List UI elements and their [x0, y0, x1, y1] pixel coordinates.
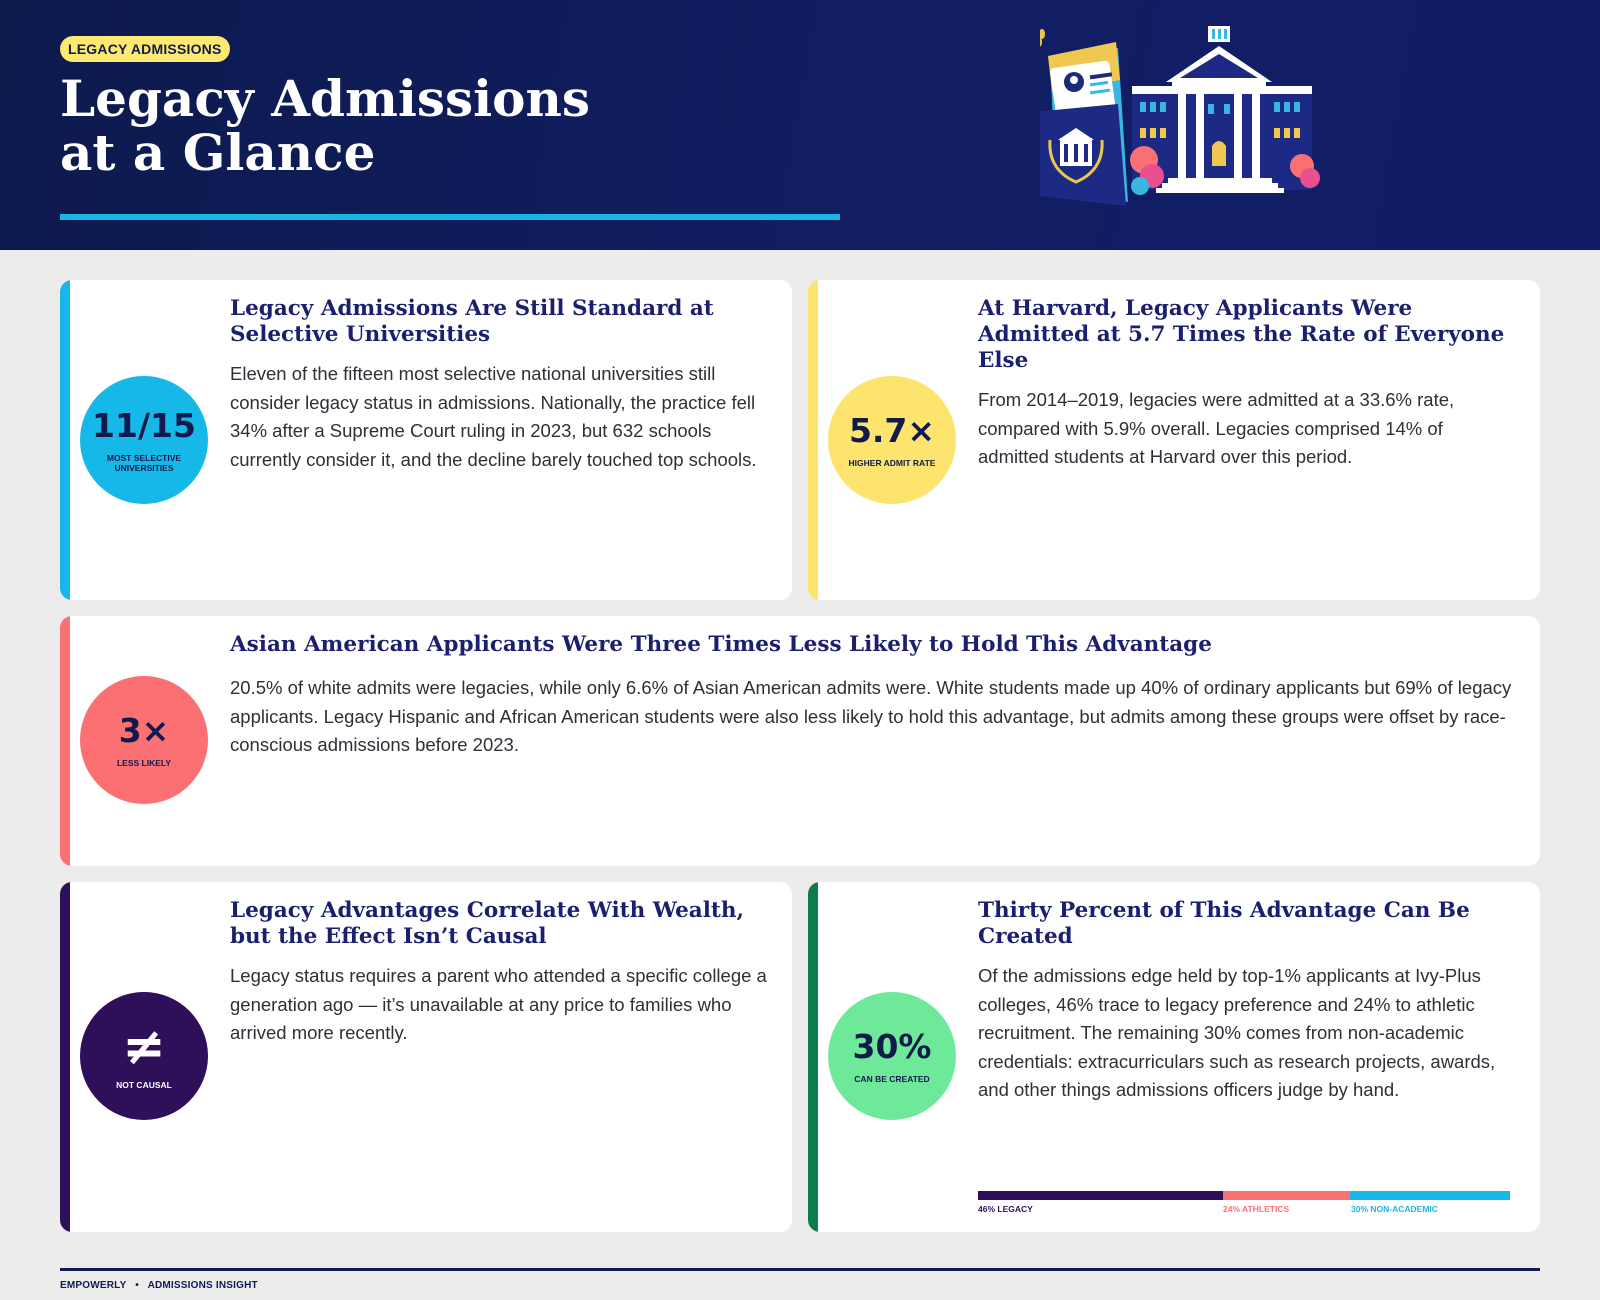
card-title: At Harvard, Legacy Applicants Were Admitted at 5.7 Times the Rate of Everyone Else [978, 296, 1505, 373]
stat-badge [80, 676, 208, 804]
page-header [0, 0, 1600, 250]
page-title [60, 69, 760, 182]
breakdown-label: 46% LEGACY [978, 1204, 1033, 1214]
card-created-advantage [808, 882, 1540, 1232]
laurel-icon [1040, 30, 1044, 52]
card-accent-bar [60, 882, 70, 1232]
page-title-line-2: at a Glance [60, 123, 376, 182]
footer-section: ADMISSIONS INSIGHT [147, 1280, 258, 1291]
card-body: Legacy status requires a parent who attended a specific college a generation ago — it’s unavailable at any price to families who arrived more recently. [230, 965, 767, 1043]
card-title: Thirty Percent of This Advantage Can Be Created [978, 898, 1470, 949]
card-title: Legacy Advantages Correlate With Wealth, but the Effect Isn’t Causal [230, 898, 744, 949]
breakdown-segment [1350, 1191, 1510, 1200]
card-body: Of the admissions edge held by top-1% applicants at Ivy-Plus colleges, 46% trace to legacy preference and 24% to athletic recruitment. The remaining 30% comes from non-academic credentials: extracurriculars such as research projects, awards, and other things admissions officers judge by hand. [978, 965, 1496, 1100]
stat-value: 5.7× [848, 411, 936, 450]
stat-value: 11/15 [92, 406, 196, 445]
stat-label: HIGHER ADMIT RATE [848, 458, 936, 468]
footer-divider [60, 1268, 1540, 1271]
card-body: Eleven of the fifteen most selective national universities still consider legacy status in admissions. Nationally, the practice fell 34% after a Supreme Court ruling in 2023, but 632 schools currently consider it, and the decline barely touched top schools. [230, 363, 757, 470]
card-body: From 2014–2019, legacies were admitted at a 33.6% rate, compared with 5.9% overall. Legacies comprised 14% of admitted students at Harvard over this period. [978, 389, 1455, 467]
card-asian-american-applicants [60, 616, 1540, 866]
stat-badge [828, 376, 956, 504]
stat-badge [828, 992, 956, 1120]
document-folder-icon [1040, 42, 1128, 206]
stat-badge [80, 376, 208, 504]
card-accent-bar [60, 280, 70, 600]
breakdown-label: 24% ATHLETICS [1223, 1204, 1290, 1214]
stat-label: NOT CAUSAL [116, 1080, 172, 1090]
not-equal-icon: ≠ [122, 1017, 166, 1077]
card-harvard-admit-rate [808, 280, 1540, 600]
footer-separator: • [135, 1280, 139, 1291]
card-body: 20.5% of white admits were legacies, while only 6.6% of Asian American admits were. White students made up 40% of ordinary applicants but 69% of legacy applicants. Legacy Hispanic and African American students were also less likely to hold this advantage, but admits among these groups were offset by race-conscious admissions before 2023. [230, 677, 1512, 755]
breakdown-segment [1223, 1191, 1351, 1200]
advantage-breakdown-bar [978, 1191, 1510, 1200]
stat-badge [80, 992, 208, 1120]
card-wealth-correlation [60, 882, 792, 1232]
title-underline [60, 214, 840, 220]
university-illustration [1040, 20, 1360, 220]
card-title: Legacy Admissions Are Still Standard at Selective Universities [230, 296, 714, 347]
page-footer [60, 1280, 258, 1291]
stat-value: 30% [852, 1027, 932, 1066]
university-building-icon [1130, 26, 1320, 195]
footer-brand: EMPOWERLY [60, 1280, 127, 1291]
page-title-line-1: Legacy Admissions [60, 69, 591, 128]
stat-label: LESS LIKELY [116, 758, 171, 768]
card-accent-bar [808, 280, 818, 600]
card-title: Asian American Applicants Were Three Times Less Likely to Hold This Advantage [230, 632, 1212, 657]
breakdown-segment [978, 1191, 1223, 1200]
card-accent-bar [60, 616, 70, 866]
stat-label: MOST SELECTIVE UNIVERSITIES [106, 453, 182, 473]
card-accent-bar [808, 882, 818, 1232]
stat-value: 3× [118, 711, 170, 750]
advantage-breakdown-labels [978, 1204, 1510, 1216]
card-selective-universities [60, 280, 792, 600]
category-tag: LEGACY ADMISSIONS [60, 36, 230, 62]
stat-label: CAN BE CREATED [854, 1074, 930, 1084]
breakdown-label: 30% NON-ACADEMIC [1351, 1204, 1438, 1214]
